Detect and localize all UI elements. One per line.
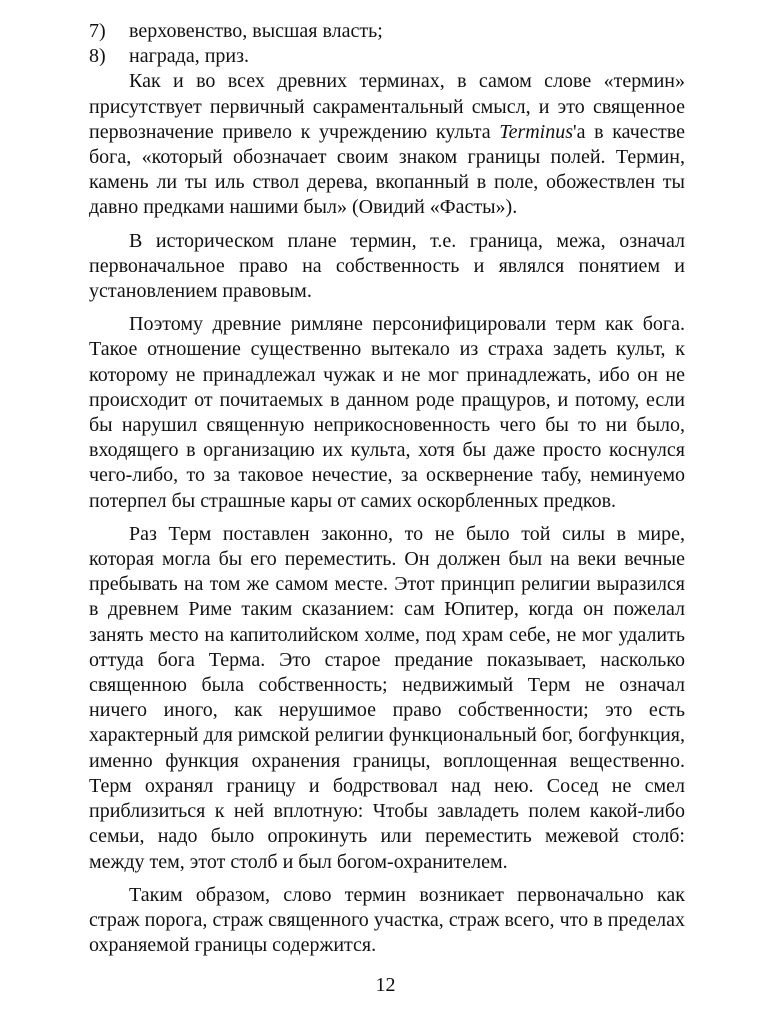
list-text: верховенство, высшая власть; [129,20,383,42]
paragraph-romans: Поэтому древние римляне персонифицировали терм как бога. Такое отношение существенно вытекало из страха задеть культ, к которому не принадлежал чужак и не мог принадлежать, ибо он не происходит от почитаемых в данном роде пращуров, и потому, если бы нарушил священную неприкосновенность чего бы то ни было, входящего в организацию их культа, хотя бы даже просто коснулся чего-либо, то за таковое нечестие, за осквернение табу, неминуемо потерпел бы страшные кары от самих оскорбленных предков. [89,313,685,512]
terminus-italic: Terminus [499,120,574,143]
list-number: 7) [89,20,106,42]
paragraph-terminus [89,69,685,220]
paragraph-text: 'а в качестве бога, «который обозначает своим знаком границы полей. Термин, камень ли ты иль ствол дерева, вкопанный в поле, обожествлен ты давно предками нашими был» (Овидий «Фасты»). [89,120,685,219]
list-number: 8) [89,45,106,68]
paragraph-conclusion: Таким образом, слово термин возникает первоначально как страж порога, страж священного участка, страж всего, что в пределах охраняемой границы содержится. [89,883,685,957]
paragraph-historical: В историческом плане термин, т.е. граница, межа, означал первоначальное право на собственность и являлся понятием и установлением правовым. [89,229,685,303]
list-text: награда, приз. [129,45,250,68]
paragraph-text: Как и во всех древних терминах, в самом слове «термин» присутствует первичный сакраментальный смысл, и это священное первозначение привело к учреждению культа [89,70,685,143]
list-item [89,19,685,44]
page-number: 12 [375,974,396,996]
paragraph-term-placed: Раз Терм поставлен законно, то не было той силы в мире, которая могла бы его переместить. Он должен был на веки вечные пребывать на том же самом месте. Этот принцип религии выразился в древнем Риме таким сказанием: сам Юпитер, когда он пожелал занять место на капитолийском холме, под храм себе, не мог удалить оттуда бога Терма. Это старое предание показывает, насколько священною была собственность; недвижимый Терм не означал ничего иного, как нерушимое право собственности; это есть характерный для римской религии функциональный бог, богфункция, именно функция охранения границы, воплощенная вещественно. Терм охранял границу и бодрствовал над нею. Сосед не смел приблизиться к ней вплотную: Чтобы завладеть полем какой-либо семьи, надо было опрокинуть или переместить межевой столб: между тем, этот столб и был богом-охранителем. [89,522,685,873]
list-item [89,44,685,69]
page-body [89,19,685,958]
